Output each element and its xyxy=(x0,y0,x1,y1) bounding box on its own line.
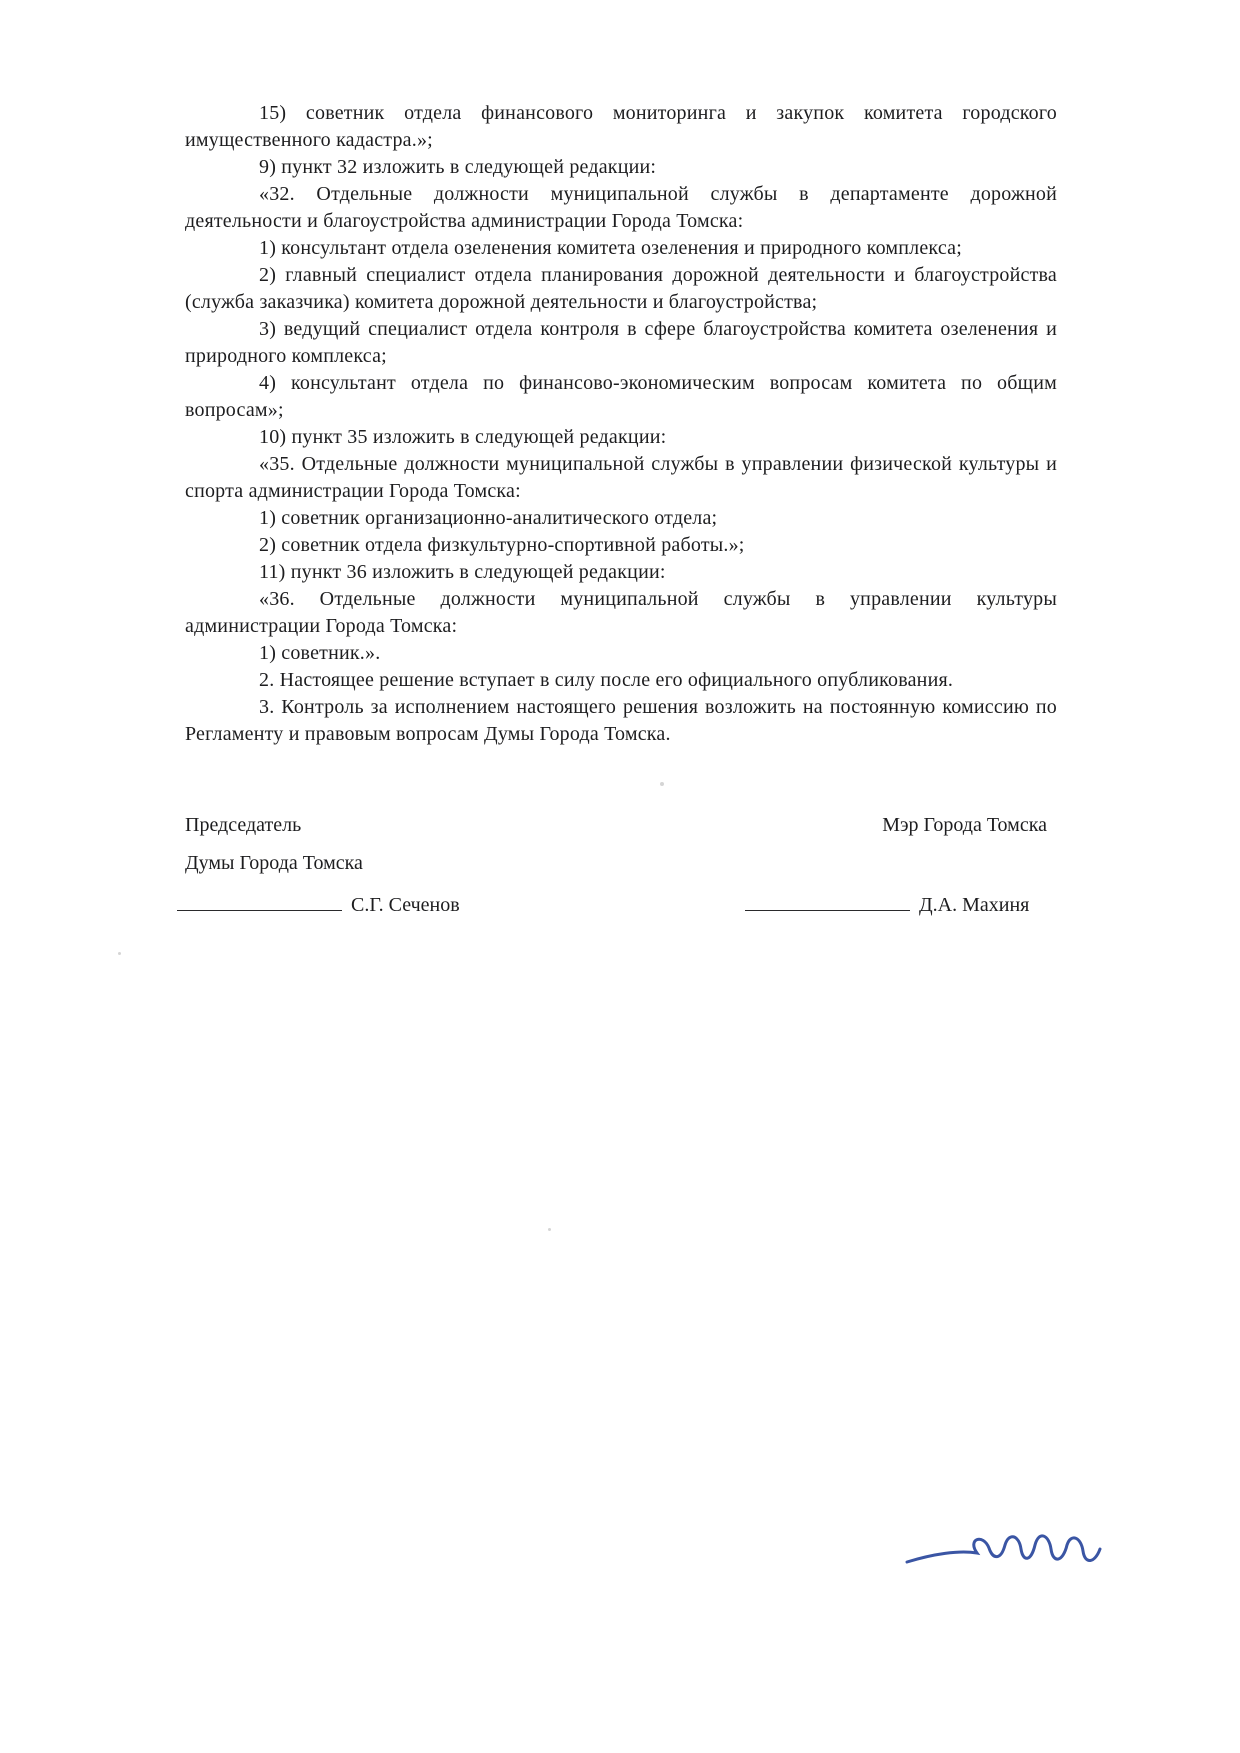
paragraph: 1) советник организационно-аналитического отдела; xyxy=(259,507,718,529)
left-signature-row xyxy=(185,888,605,919)
scan-speck xyxy=(118,952,121,955)
signature-spacer xyxy=(745,850,1057,877)
paragraph: 9) пункт 32 изложить в следующей редакции: xyxy=(259,156,657,178)
paragraph: 1) советник.». xyxy=(259,642,381,664)
paragraph: 2) главный специалист отдела планирования дорожной деятельности и благоустройства (служба заказчика) комитета дорожной деятельности и благоустройства; xyxy=(185,264,1057,313)
document-body xyxy=(185,100,1057,919)
paragraph: 4) консультант отдела по финансово-экономическим вопросам комитета по общим вопросам»; xyxy=(185,372,1057,421)
paragraph: 11) пункт 36 изложить в следующей редакции: xyxy=(259,561,666,583)
left-signature-line xyxy=(177,888,342,911)
paragraph: 10) пункт 35 изложить в следующей редакции: xyxy=(259,426,667,448)
paragraph: «35. Отдельные должности муниципальной службы в управлении физической культуры и спорта администрации Города Томска: xyxy=(185,453,1057,502)
right-signature-line xyxy=(745,888,910,911)
ink-signature-scribble-icon xyxy=(903,1524,1103,1588)
right-signer-name: Д.А. Махиня xyxy=(919,894,1030,916)
right-signature-row xyxy=(745,888,1057,919)
left-signer-name: С.Г. Сеченов xyxy=(351,894,460,916)
paragraph: 3) ведущий специалист отдела контроля в сфере благоустройства комитета озеленения и природного комплекса; xyxy=(185,318,1057,367)
paragraph: 3. Контроль за исполнением настоящего решения возложить на постоянную комиссию по Регламенту и правовым вопросам Думы Города Томска. xyxy=(185,696,1057,745)
right-signature-block xyxy=(745,812,1057,919)
paragraph: 2) советник отдела физкультурно-спортивной работы.»; xyxy=(259,534,745,556)
scan-speck xyxy=(660,782,664,786)
signature-section xyxy=(185,812,1057,919)
left-signer-title-line1: Председатель xyxy=(185,814,302,836)
scan-speck xyxy=(548,1228,551,1231)
paragraph: 15) советник отдела финансового мониторинга и закупок комитета городского имущественного кадастра.»; xyxy=(185,102,1057,151)
paragraph: «32. Отдельные должности муниципальной службы в департаменте дорожной деятельности и благоустройства администрации Города Томска: xyxy=(185,183,1057,232)
left-signature-block xyxy=(185,812,605,919)
left-signer-title-line2: Думы Города Томска xyxy=(185,852,363,874)
paragraph: 2. Настоящее решение вступает в силу после его официального опубликования. xyxy=(259,669,954,691)
paragraph: 1) консультант отдела озеленения комитета озеленения и природного комплекса; xyxy=(259,237,962,259)
paragraph: «36. Отдельные должности муниципальной службы в управлении культуры администрации Города Томска: xyxy=(185,588,1057,637)
right-signer-title: Мэр Города Томска xyxy=(882,814,1047,836)
